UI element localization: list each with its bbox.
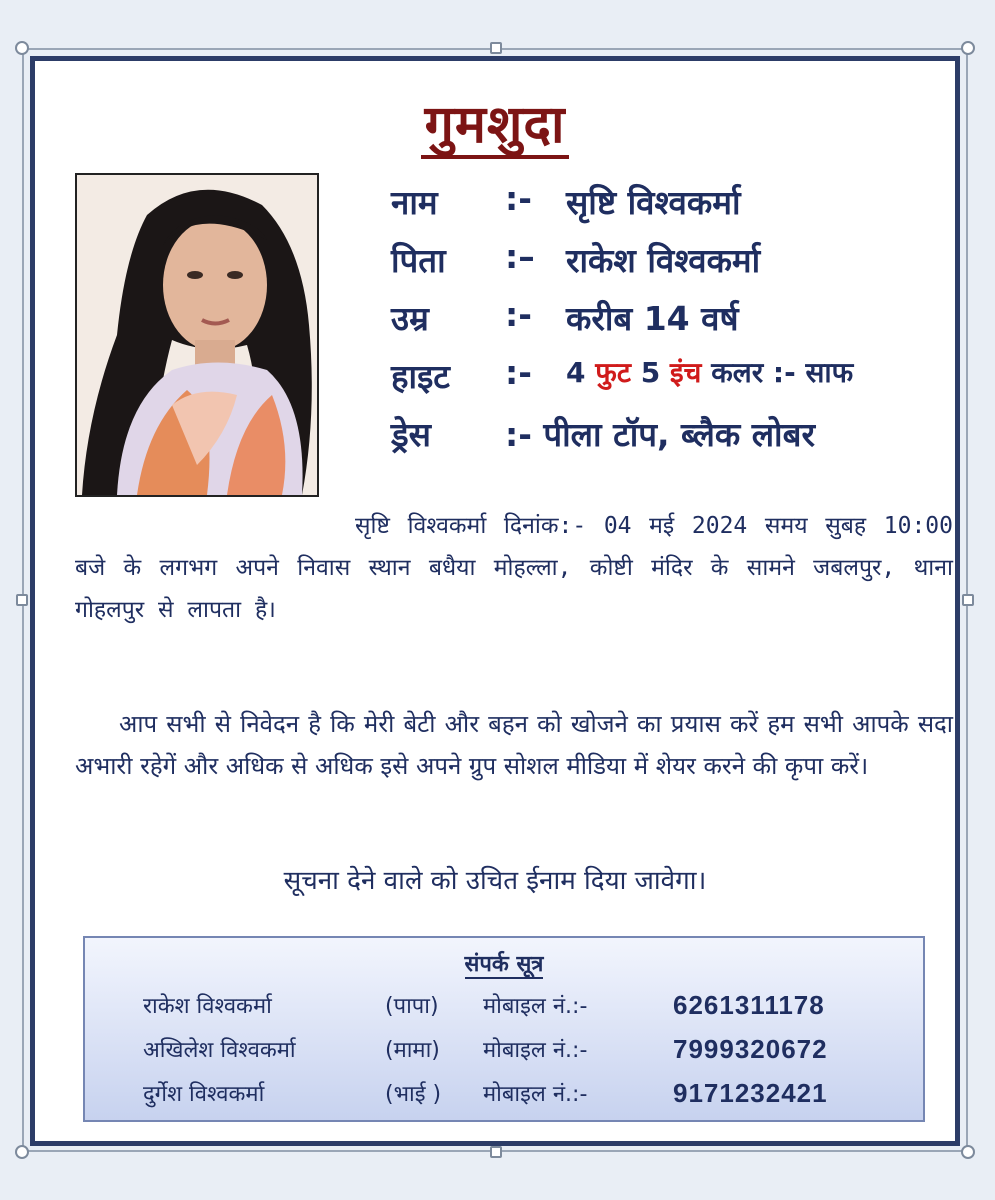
- contact-box: [83, 936, 925, 1122]
- details-block: [391, 179, 951, 469]
- detail-row-father: पिता :– राकेश विश्वकर्मा: [391, 237, 761, 280]
- resize-handle-right[interactable]: [962, 594, 974, 606]
- resize-handle-top-right[interactable]: [961, 41, 975, 55]
- missing-person-poster: [30, 56, 960, 1146]
- detail-row-age: उम्र :- करीब 14 वर्ष: [391, 295, 739, 338]
- phone-number[interactable]: 9171232421: [673, 1078, 828, 1108]
- contact-title: संपर्क सूत्र: [464, 952, 544, 977]
- phone-number[interactable]: 6261311178: [673, 990, 825, 1020]
- resize-handle-top-left[interactable]: [15, 41, 29, 55]
- resize-handle-left[interactable]: [16, 594, 28, 606]
- missing-person-photo: [75, 173, 319, 497]
- detail-row-name: नाम :- सृष्टि विश्वकर्मा: [391, 179, 741, 222]
- missing-info-paragraph: सृष्टि विश्वकर्मा दिनांक:- 04 मई 2024 समय सुबह 10:00 बजे के लगभग अपने निवास स्थान बधैया मोहल्ला, कोष्टी मंदिर के सामने जबलपुर, थाना गोहलपुर से लापता है।: [75, 513, 953, 623]
- contact-row: अखिलेश विश्वकर्मा (मामा) मोबाइल नं.:- 7999320672: [143, 1034, 828, 1064]
- resize-handle-bottom[interactable]: [490, 1146, 502, 1158]
- request-paragraph: आप सभी से निवेदन है कि मेरी बेटी और बहन को खोजने का प्रयास करें हम सभी आपके सदा अभारी रहेगें और अधिक से अधिक इसे अपने ग्रुप सोशल मीडिया में शेयर करने की कृपा करें।: [75, 710, 953, 780]
- resize-handle-bottom-left[interactable]: [15, 1145, 29, 1159]
- detail-row-dress: ड्रेस :- पीला टॉप, ब्लैक लोबर: [391, 415, 815, 454]
- resize-handle-top[interactable]: [490, 42, 502, 54]
- contact-row: दुर्गेश विश्वकर्मा (भाई ) मोबाइल नं.:- 9171232421: [143, 1078, 828, 1108]
- detail-row-height: हाइट :- 4 फुट 5 इंच कलर :- साफ: [391, 353, 854, 396]
- phone-number[interactable]: 7999320672: [673, 1034, 828, 1064]
- resize-handle-bottom-right[interactable]: [961, 1145, 975, 1159]
- poster-title: गुमशुदा: [35, 87, 955, 158]
- reward-notice: सूचना देने वाले को उचित ईनाम दिया जावेगा।: [283, 866, 707, 896]
- contact-row: राकेश विश्वकर्मा (पापा) मोबाइल नं.:- 6261311178: [143, 990, 825, 1020]
